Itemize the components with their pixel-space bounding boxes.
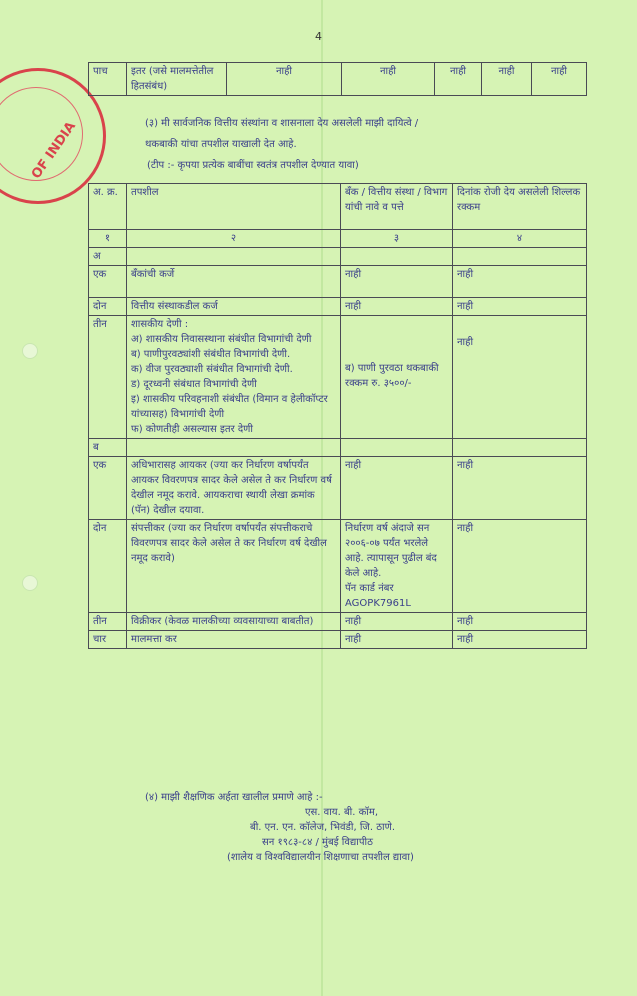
punch-hole: [22, 575, 38, 591]
table-row: [89, 316, 587, 439]
section-4-text: [145, 790, 585, 865]
column-header: बँक / वित्तीय संस्था / विभाग यांची नावे व पत्ते: [341, 184, 453, 230]
detail-line: अ) शासकीय निवासस्थाना संबंधीत विभागांची देणी: [131, 334, 312, 345]
text-line: सन १९८३-८४ / मुंबई विद्यापीठ: [262, 837, 373, 848]
table-row: [89, 457, 587, 520]
note-text: (शालेय व विश्वविद्यालयीन शिक्षणाचा तपशील द्यावा): [227, 852, 414, 863]
column-header: दिनांक रोजी देय असलेली शिल्लक रक्कम: [453, 184, 587, 230]
row-amount: [453, 316, 587, 439]
column-number: ४: [453, 230, 587, 248]
detail-line: फ) कोणतीही असल्यास इतर देणी: [131, 424, 253, 435]
text-line: (४) माझी शैक्षणिक अर्हता खालील प्रमाणे आहे :-: [145, 792, 323, 803]
empty-cell: [453, 248, 587, 266]
column-header: अ. क्र.: [89, 184, 127, 230]
bank-line: ब) पाणी पुरवठा थकबाकी रक्कम रु. ३५००/-: [345, 363, 439, 389]
empty-cell: [127, 248, 341, 266]
row-number: तीन: [89, 316, 127, 439]
cell-value: नाही: [435, 63, 482, 96]
empty-cell: [453, 439, 587, 457]
column-number-row: [89, 230, 587, 248]
table-row: [89, 520, 587, 613]
row-bank: नाही: [341, 266, 453, 298]
amount-line: नाही: [457, 337, 474, 348]
row-amount: नाही: [453, 613, 587, 631]
section-row: [89, 439, 587, 457]
row-number: एक: [89, 457, 127, 520]
row-amount: नाही: [453, 266, 587, 298]
row-number: एक: [89, 266, 127, 298]
column-number: ३: [341, 230, 453, 248]
liabilities-table: [88, 183, 587, 649]
row-number: चार: [89, 631, 127, 649]
page-number: 4: [315, 30, 322, 43]
detail-line: शासकीय देणी :: [131, 319, 189, 330]
bank-line: पॅन कार्ड नंबर AGOPK7961L: [345, 583, 411, 609]
note-text: (टीप :- कृपया प्रत्येक बाबींचा स्वतंत्र तपशील देण्यात यावा): [147, 160, 359, 171]
detail-line: इ) शासकीय परिवहनाशी संबंधीत (विमान व हेलीकॉप्टर यांच्यासह) विभागांची देणी: [131, 394, 328, 420]
row-detail: मालमत्ता कर: [127, 631, 341, 649]
text-line: एस. वाय. बी. कॉम,: [305, 807, 379, 818]
row-amount: नाही: [453, 520, 587, 613]
table-header-row: [89, 184, 587, 230]
row-number: दोन: [89, 520, 127, 613]
empty-cell: [341, 439, 453, 457]
section-label: अ: [89, 248, 127, 266]
table-row: [89, 266, 587, 298]
row-amount: नाही: [453, 631, 587, 649]
empty-cell: [341, 248, 453, 266]
row-detail: इतर (जसे मालमत्तेतील हितसंबंध): [127, 63, 227, 96]
table-row: [89, 63, 587, 96]
row-detail: वित्तीय संस्थाकडील कर्ज: [127, 298, 341, 316]
row-detail: [127, 316, 341, 439]
section-label: ब: [89, 439, 127, 457]
row-detail: बँकांची कर्जे: [127, 266, 341, 298]
column-number: २: [127, 230, 341, 248]
empty-cell: [127, 439, 341, 457]
column-number: १: [89, 230, 127, 248]
cell-value: नाही: [342, 63, 435, 96]
bank-line: निर्धारण वर्ष अंदाजे सन २००६-०७ पर्यंत भरलेले आहे. त्यापासून पुढील बंद केले आहे.: [345, 523, 437, 579]
other-assets-table: [88, 62, 587, 96]
row-detail: विक्रीकर (केवळ मालकीच्या व्यवसायाच्या बाबतीत): [127, 613, 341, 631]
detail-line: क) वीज पुरवठ्याशी संबंधीत विभागांची देणी.: [131, 364, 293, 375]
row-amount: नाही: [453, 457, 587, 520]
row-bank: नाही: [341, 631, 453, 649]
cell-value: नाही: [532, 63, 587, 96]
row-number: पाच: [89, 63, 127, 96]
table-row: [89, 613, 587, 631]
cell-value: नाही: [227, 63, 342, 96]
column-header: तपशील: [127, 184, 341, 230]
detail-line: ब) पाणीपुरवठ्यांशी संबंधीत विभागांची देणी.: [131, 349, 291, 360]
row-detail: संपत्तीकर (ज्या कर निर्धारण वर्षापर्यंत संपत्तीकराचे विवरणपत्र सादर केले असेल ते कर निर्धारण वर्ष देखील नमूद करावे): [127, 520, 341, 613]
section-row: [89, 248, 587, 266]
stamp-text: OF INDIA: [28, 119, 79, 182]
row-detail: अधिभारासह आयकर (ज्या कर निर्धारण वर्षापर्यंत आयकर विवरणपत्र सादर केले असेल ते कर निर्धारण वर्ष देखील नमूद करावे. आयकराचा स्थायी लेखा क्रमांक (पॅन) देखील दयावा.: [127, 457, 341, 520]
table-row: [89, 631, 587, 649]
punch-hole: [22, 343, 38, 359]
row-number: दोन: [89, 298, 127, 316]
text-line: थकबाकी यांचा तपशील याखाली देत आहे.: [145, 139, 297, 150]
row-bank: [341, 520, 453, 613]
detail-line: ड) दूरध्वनी संबंधात विभागांची देणी: [131, 379, 257, 390]
section-3-text: [145, 116, 585, 173]
row-number: तीन: [89, 613, 127, 631]
text-line: बी. एन. एन. कॉलेज, भिवंडी, जि. ठाणे.: [250, 822, 396, 833]
row-bank: नाही: [341, 298, 453, 316]
cell-value: नाही: [482, 63, 532, 96]
row-bank: [341, 316, 453, 439]
row-amount: नाही: [453, 298, 587, 316]
row-bank: नाही: [341, 613, 453, 631]
text-line: (३) मी सार्वजनिक वित्तीय संस्थांना व शासनाला देय असलेली माझी दायित्वे /: [145, 118, 419, 129]
table-row: [89, 298, 587, 316]
row-bank: नाही: [341, 457, 453, 520]
